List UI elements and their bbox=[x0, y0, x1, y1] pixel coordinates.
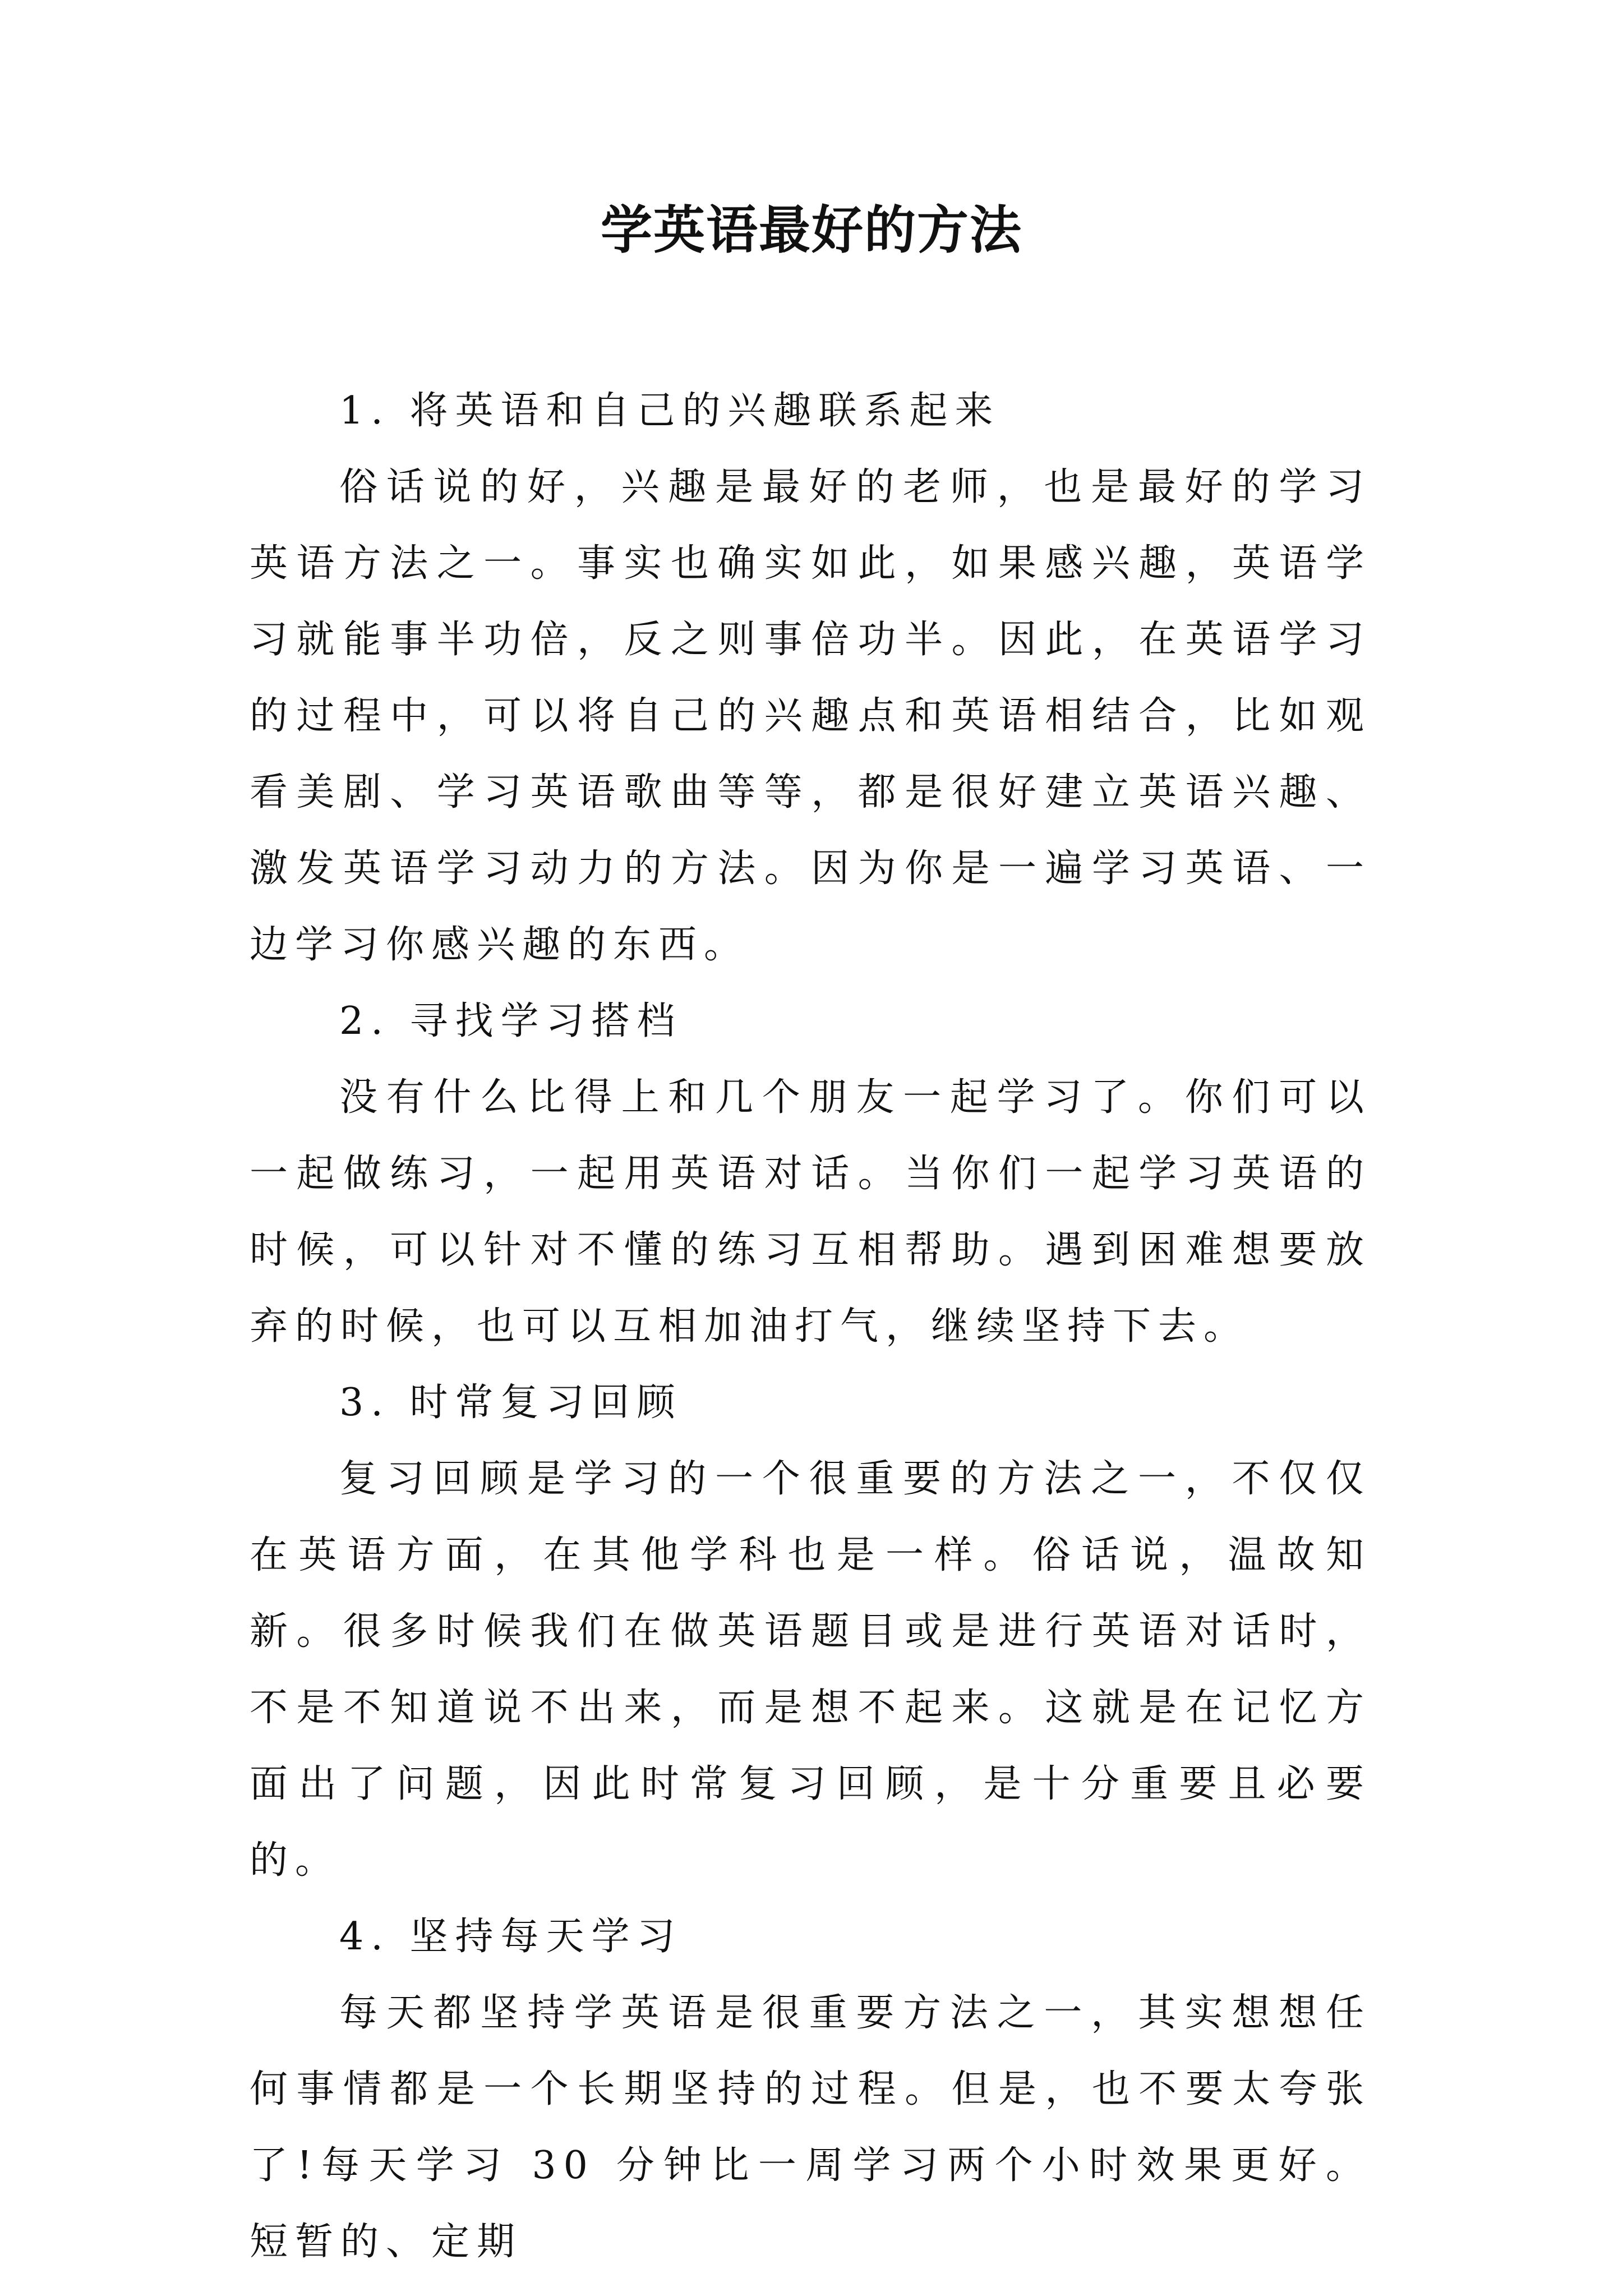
section-paragraph-2: 没有什么比得上和几个朋友一起学习了。你们可以一起做练习，一起用英语对话。当你们一起学习英语的时候，可以针对不懂的练习互相帮助。遇到困难想要放弃的时候，也可以互相加油打气，继续坚持下去。 bbox=[250, 1075, 1371, 1349]
section-heading-2: 2. 寻找学习搭档 bbox=[339, 999, 683, 1043]
section-paragraph-1: 俗话说的好，兴趣是最好的老师，也是最好的学习英语方法之一。事实也确实如此，如果感兴趣，英语学习就能事半功倍，反之则事倍功半。因此，在英语学习的过程中，可以将自己的兴趣点和英语相结合，比如观看美剧、学习英语歌曲等等，都是很好建立英语兴趣、激发英语学习动力的方法。因为你是一遍学习英语、一边学习你感兴趣的东西。 bbox=[250, 465, 1371, 967]
section-heading-4: 4. 坚持每天学习 bbox=[339, 1915, 683, 1959]
section-heading-1: 1. 将英语和自己的兴趣联系起来 bbox=[339, 389, 1000, 433]
document-body bbox=[250, 373, 1371, 2280]
section-paragraph-3: 复习回顾是学习的一个很重要的方法之一，不仅仅在英语方面，在其他学科也是一样。俗话说，温故知新。很多时候我们在做英语题目或是进行英语对话时，不是不知道说不出来，而是想不起来。这就是在记忆方面出了问题，因此时常复习回顾，是十分重要且必要的。 bbox=[250, 1457, 1371, 1883]
document-title: 学英语最好的方法 bbox=[600, 200, 1022, 260]
section-paragraph-4: 每天都坚持学英语是很重要方法之一，其实想想任何事情都是一个长期坚持的过程。但是，也不要太夸张了!每天学习 30 分钟比一周学习两个小时效果更好。短暂的、定期 bbox=[250, 1991, 1371, 2264]
section-heading-3: 3. 时常复习回顾 bbox=[339, 1381, 683, 1425]
